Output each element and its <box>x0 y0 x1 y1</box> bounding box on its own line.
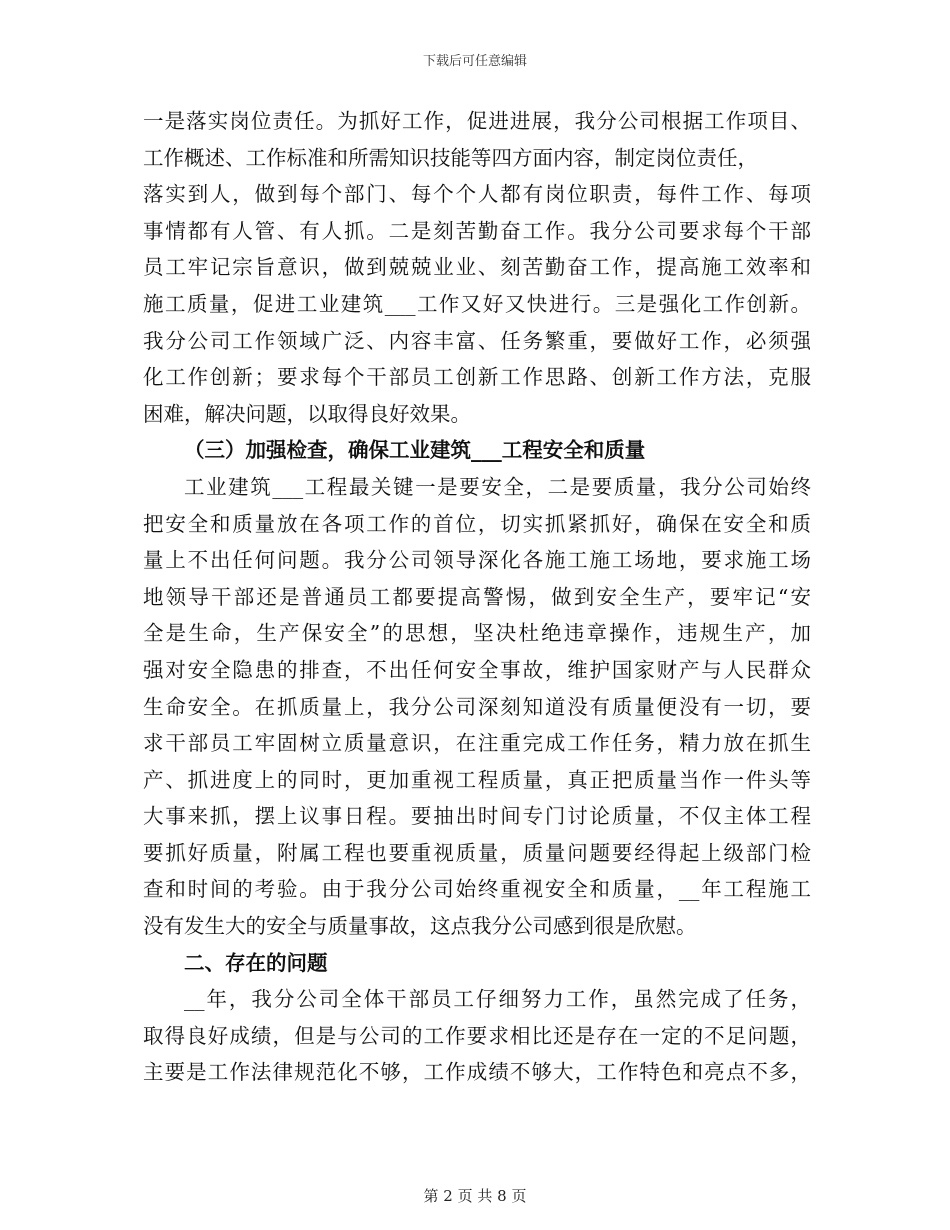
body-text-line: 事情都有人管、有人抓。二是刻苦勤奋工作。我分公司要求每个干部 <box>143 218 811 243</box>
page-header: 下载后可任意编辑 <box>422 54 527 69</box>
body-text-line: 全是生命，生产保安全”的思想，坚决杜绝违章操作，违规生产，加 <box>143 621 811 646</box>
body-text-line: 产、抓进度上的同时，更加重视工程质量，真正把质量当作一件头等 <box>143 767 811 792</box>
body-text-line: 我分公司工作领域广泛、内容丰富、任务繁重，要做好工作，必须强 <box>143 328 811 353</box>
body-text-line: 困难，解决问题，以取得良好效果。 <box>143 401 471 426</box>
body-text-line: 把安全和质量放在各项工作的首位，切实抓紧抓好，确保在安全和质 <box>143 511 811 536</box>
body-text-line: 员工牢记宗旨意识，做到兢兢业业、刻苦勤奋工作，提高施工效率和 <box>143 255 811 280</box>
body-text-line: 取得良好成绩，但是与公司的工作要求相比还是存在一定的不足问题， <box>143 1023 811 1048</box>
body-text-line: 一是落实岗位责任。为抓好工作，促进进展，我分公司根据工作项目、 <box>143 109 811 133</box>
body-text-line: 主要是工作法律规范化不够，工作成绩不够大，工作特色和亮点不多， <box>143 1060 811 1085</box>
section-heading: 二、存在的问题 <box>184 950 328 975</box>
section-heading: （三）加强检查，确保工业建筑___工程安全和质量 <box>184 438 646 463</box>
body-text-line: 查和时间的考验。由于我分公司始终重视安全和质量，__年工程施工 <box>143 877 811 902</box>
body-text-line: 落实到人，做到每个部门、每个个人都有岗位职责，每件工作、每项 <box>143 182 811 207</box>
body-text-line: 没有发生大的安全与质量事故，这点我分公司感到很是欣慰。 <box>143 914 697 939</box>
body-text-line: 化工作创新；要求每个干部员工创新工作思路、创新工作方法，克服 <box>143 365 811 390</box>
body-text-line: 量上不出任何问题。我分公司领导深化各施工施工场地，要求施工场 <box>143 548 811 573</box>
body-text-line: 要抓好质量，附属工程也要重视质量，质量问题要经得起上级部门检 <box>143 840 811 865</box>
body-text-line: 施工质量，促进工业建筑___工作又好又快进行。三是强化工作创新。 <box>143 291 811 316</box>
document-body <box>143 103 811 1091</box>
body-text-line: 工作概述、工作标准和所需知识技能等四方面内容，制定岗位责任， <box>143 145 758 170</box>
body-text-line: 大事来抓，摆上议事日程。要抽出时间专门讨论质量，不仅主体工程 <box>143 804 811 829</box>
body-text-line: 地领导干部还是普通员工都要提高警惕，做到安全生产，要牢记“安 <box>143 584 811 609</box>
page-footer: 第 2 页 共 8 页 <box>423 1187 527 1205</box>
body-text-line: 生命安全。在抓质量上，我分公司深刻知道没有质量便没有一切，要 <box>143 694 811 719</box>
body-text-line: 强对安全隐患的排查，不出任何安全事故，维护国家财产与人民群众 <box>143 657 811 682</box>
body-text-line: __年，我分公司全体干部员工仔细努力工作，虽然完成了任务， <box>184 987 811 1012</box>
body-text-line: 求干部员工牢固树立质量意识，在注重完成工作任务，精力放在抓生 <box>143 731 811 756</box>
body-text-line: 工业建筑___工程最关键一是要安全，二是要质量，我分公司始终 <box>184 474 811 499</box>
